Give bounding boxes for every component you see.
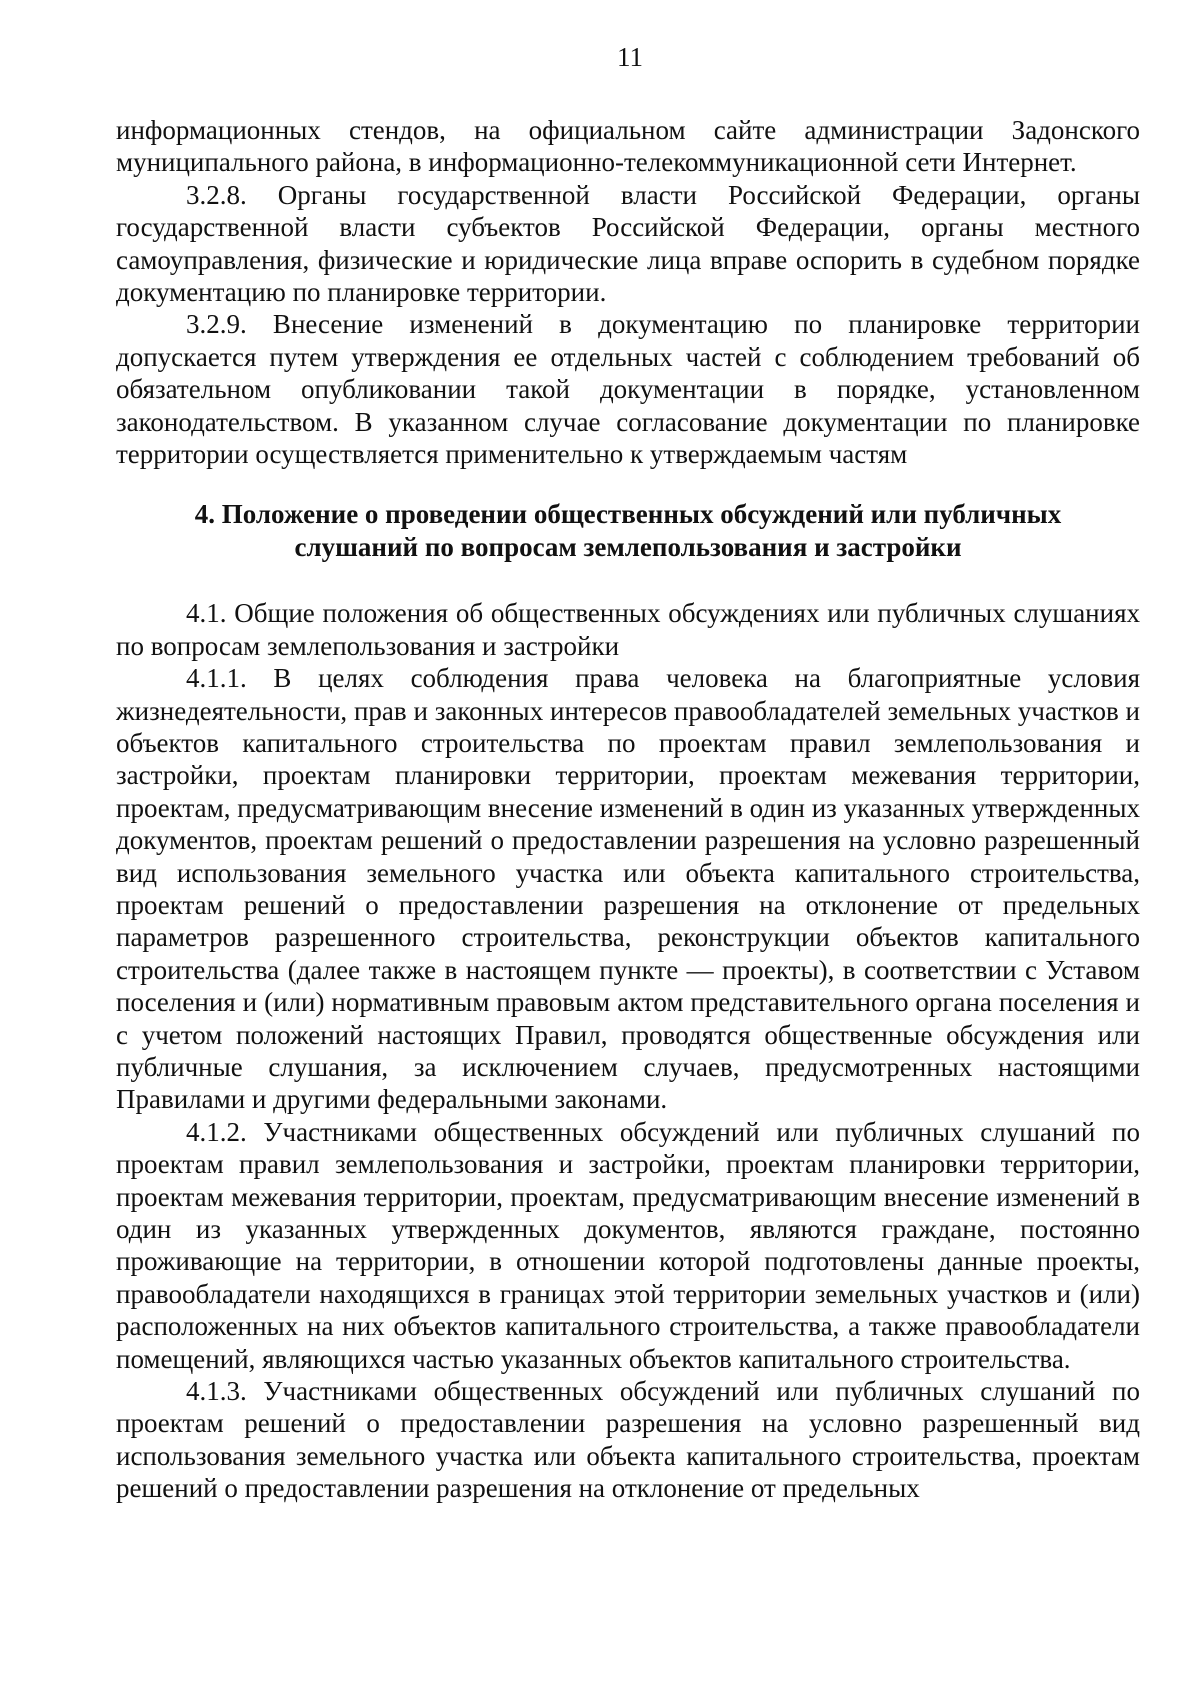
section-heading-line-2: слушаний по вопросам землепользования и застройки <box>294 531 962 562</box>
document-body <box>116 114 1140 1505</box>
page-number: 11 <box>617 42 643 72</box>
paragraph-4-1-1: 4.1.1. В целях соблюдения права человека на благоприятные условия жизнедеятельности, прав и законных интересов правообладателей земельных участков и объектов капитального строительства по проектам правил землепользования и застройки, проектам планировки территории, проектам межевания территории, проектам, предусматривающим внесение изменений в один из указанных утвержденных документов, проектам решений о предоставлении разрешения на условно разрешенный вид использования земельного участка или объекта капитального строительства, проектам решений о предоставлении разрешения на отклонение от предельных параметров разрешенного строительства, реконструкции объектов капитального строительства (далее также в настоящем пункте — проекты), в соответствии с Уставом поселения и (или) нормативным правовым актом представительного органа поселения и с учетом положений настоящих Правил, проводятся общественные обсуждения или публичные слушания, за исключением случаев, предусмотренных настоящими Правилами и другими федеральными законами. <box>116 663 1140 1115</box>
paragraph-3-2-9: 3.2.9. Внесение изменений в документацию по планировке территории допускается путем утверждения ее отдельных частей с соблюдением требований об обязательном опубликовании такой документации в порядке, установленном законодательством. В указанном случае согласование документации по планировке территории осуществляется применительно к утверждаемым частям <box>116 309 1140 470</box>
paragraph-3-2-8: 3.2.8. Органы государственной власти Российской Федерации, органы государственной власти субъектов Российской Федерации, органы местного самоуправления, физические и юридические лица вправе оспорить в судебном порядке документацию по планировке территории. <box>116 179 1140 308</box>
paragraph-4-1-3: 4.1.3. Участниками общественных обсуждений или публичных слушаний по проектам решений о предоставлении разрешения на условно разрешенный вид использования земельного участка или объекта капитального строительства, проектам решений о предоставлении разрешения на отклонение от предельных <box>116 1376 1140 1504</box>
paragraph-continuation: информационных стендов, на официальном сайте администрации Задонского муниципального района, в информационно-телекоммуникационной сети Интернет. <box>116 115 1140 178</box>
paragraph-4-1: 4.1. Общие положения об общественных обсуждениях или публичных слушаниях по вопросам землепользования и застройки <box>116 598 1140 661</box>
paragraph-4-1-2: 4.1.2. Участниками общественных обсуждений или публичных слушаний по проектам правил землепользования и застройки, проектам планировки территории, проектам межевания территории, проектам, предусматривающим внесение изменений в один из указанных утвержденных документов, являются граждане, постоянно проживающие на территории, в отношении которой подготовлены данные проекты, правообладатели находящихся в границах этой территории земельных участков и (или) расположенных на них объектов капитального строительства, а также правообладатели помещений, являющихся частью указанных объектов капитального строительства. <box>116 1116 1140 1374</box>
section-heading-line-1: 4. Положение о проведении общественных обсуждений или публичных <box>194 499 1062 530</box>
section-heading <box>116 498 1140 563</box>
